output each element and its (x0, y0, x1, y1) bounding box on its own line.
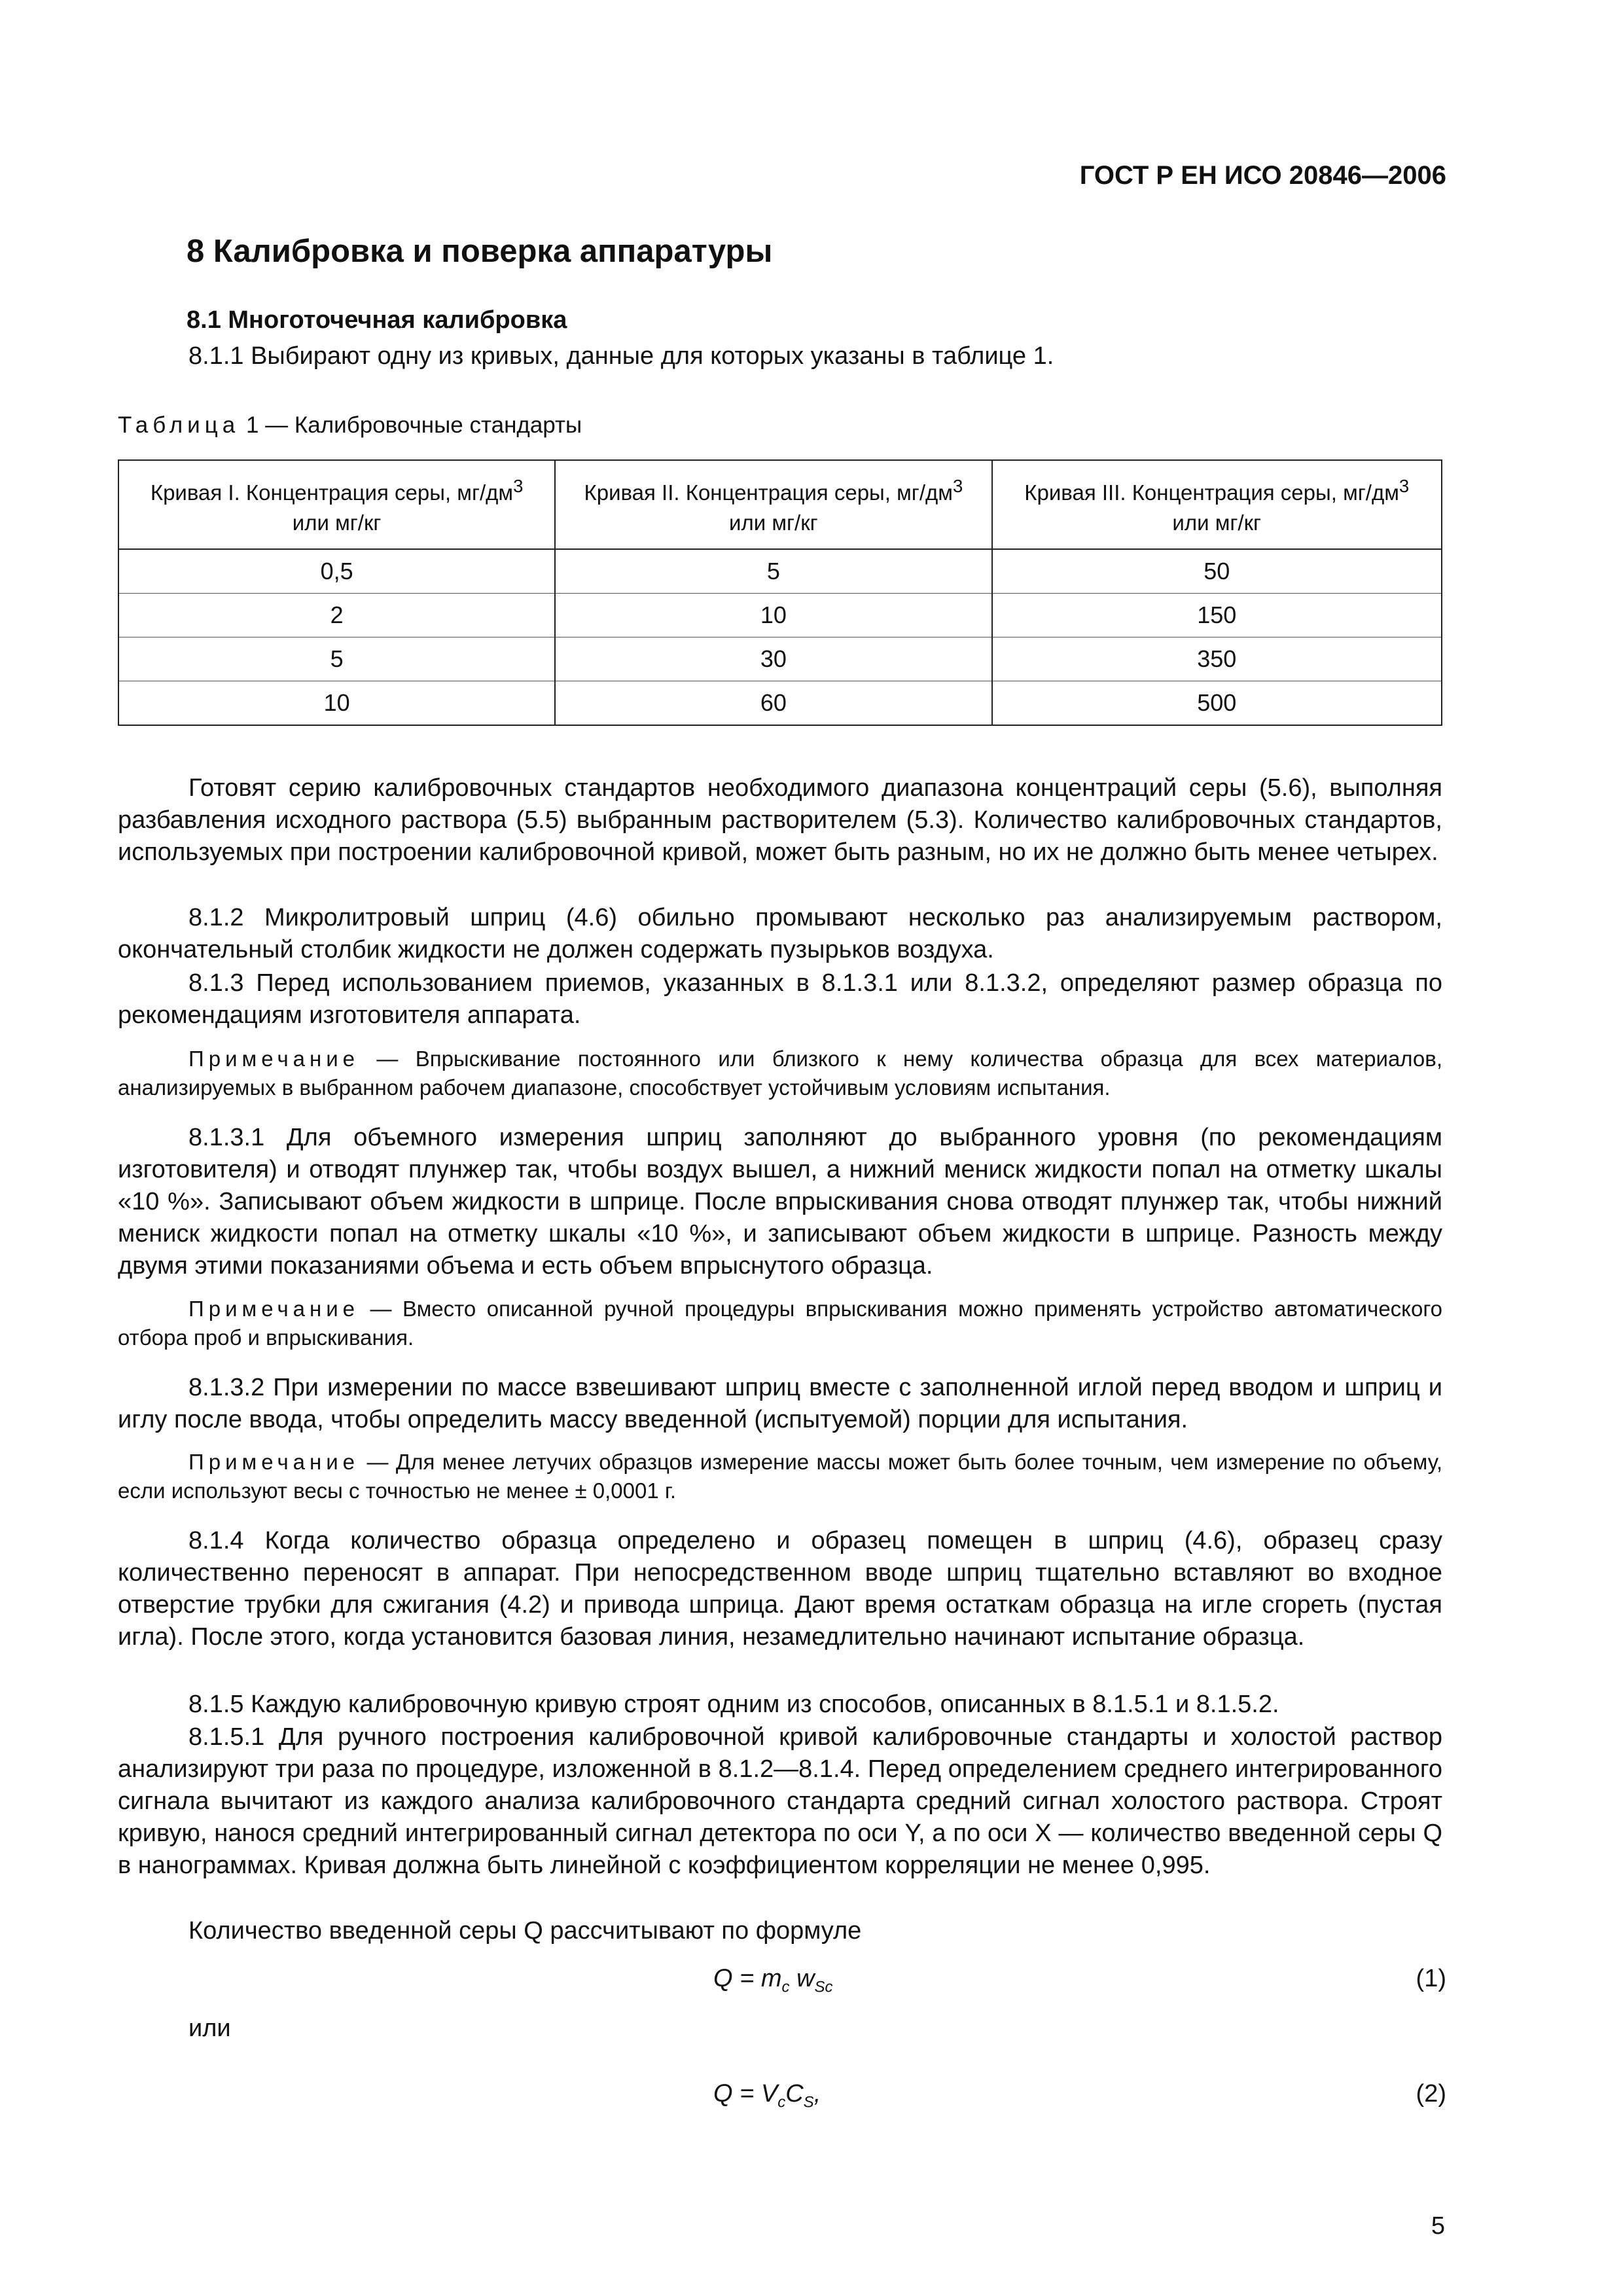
paragraph-8-1-3: 8.1.3 Перед использованием приемов, указанных в 8.1.3.1 или 8.1.3.2, определяют размер образца по рекомендациям изготовителя аппарата. (118, 969, 1442, 1029)
table-row (118, 594, 1442, 637)
table-cell: 10 (555, 594, 991, 637)
note-label: Примечание (188, 1297, 360, 1321)
formula-expression: $Q = m_c$ $w_{Sc}$ (713, 1965, 833, 1996)
formula-number: (1) (1416, 1965, 1446, 1992)
table-cell: 5 (555, 549, 991, 594)
paragraph-8-1-4: 8.1.4 Когда количество образца определено и образец помещен в шприц (4.6), образец сразу количественно переносят в аппарат. При непосредственном вводе шприц тщательно вставляют во входное отверстие трубки для сжигания (4.2) и привода шприца. Дают время остаткам образца на игле сгореть (пустая игла). После этого, когда установится базовая линия, незамедлительно начинают испытание образца. (118, 1527, 1442, 1651)
paragraph-8-1-1: 8.1.1 Выбирают одну из кривых, данные для которых указаны в таблице 1. (188, 342, 1054, 370)
table-cell: 2 (118, 594, 555, 637)
note-text: — Вместо описанной ручной процедуры впрыскивания можно применять устройство автоматического отбора проб и впрыскивания. (118, 1297, 1442, 1350)
paragraph-8-1-5: 8.1.5 Каждую калибровочную кривую строят одним из способов, описанных в 8.1.5.1 и 8.1.5.2. (188, 1691, 1279, 1718)
note-3 (118, 1448, 1442, 1505)
table-caption-text: 1 — Калибровочные стандарты (240, 412, 582, 438)
paragraph-8-1-5-1: 8.1.5.1 Для ручного построения калибровочной кривой калибровочные стандарты и холостой раствор анализируют три раза по процедуре, изложенной в 8.1.2—8.1.4. Перед определением среднего интегрированного сигнала вычитают из каждого анализа калибровочного стандарта средний сигнал холостого раствора. Строят кривую, нанося средний интегрированный сигнал детектора по оси Y, а по оси X — количество введенной серы Q в нанограммах. Кривая должна быть линейной с коэффициентом корреляции не менее 0,995. (118, 1723, 1442, 1879)
table-cell: 350 (992, 637, 1442, 681)
table-cell: 60 (555, 681, 991, 726)
table-header-cell: Кривая II. Концентрация серы, $мг/дм^3$ или мг/кг (555, 460, 991, 549)
connector-or: или (188, 2015, 231, 2042)
subsection-title: 8.1 Многоточечная калибровка (187, 306, 567, 334)
table-cell: 0,5 (118, 549, 555, 594)
note-text: — Впрыскивание постоянного или близкого к нему количества образца для всех материалов, анализируемых в выбранном рабочем диапазоне, способствует устойчивым условиям испытания. (118, 1047, 1442, 1100)
table-row (118, 681, 1442, 726)
section-title: 8 Калибровка и поверка аппаратуры (187, 234, 773, 269)
table-cell: 30 (555, 637, 991, 681)
table-cell: 150 (992, 594, 1442, 637)
table-cell: 5 (118, 637, 555, 681)
table-cell: 50 (992, 549, 1442, 594)
note-text: — Для менее летучих образцов измерение массы может быть более точным, чем измерение по объему, если используют весы с точностью не менее ± 0,0001 г. (118, 1450, 1442, 1503)
note-2 (118, 1295, 1442, 1352)
table-cell: 500 (992, 681, 1442, 726)
page-number: 5 (1431, 2212, 1445, 2240)
table-cell: 10 (118, 681, 555, 726)
table-row (118, 549, 1442, 594)
paragraph-8-1-2: 8.1.2 Микролитровый шприц (4.6) обильно промывают несколько раз анализируемым раствором, окончательный столбик жидкости не должен содержать пузырьков воздуха. (118, 904, 1442, 963)
table-caption (118, 412, 582, 439)
formula-expression: $Q = V_cC_S$, (713, 2080, 821, 2111)
calibration-standards-table (118, 459, 1442, 726)
paragraph-8-1-3-2: 8.1.3.2 При измерении по массе взвешивают шприц вместе с заполненной иглой перед вводом и шприц и иглу после ввода, чтобы определить массу введенной (испытуемой) порции для испытания. (118, 1374, 1442, 1433)
standard-designation: ГОСТ Р ЕН ИСО 20846—2006 (1079, 161, 1446, 190)
note-label: Примечание (188, 1047, 360, 1071)
formula-number: (2) (1416, 2080, 1446, 2108)
table-header-cell: Кривая I. Концентрация серы, $мг/дм^3$ или мг/кг (118, 460, 555, 549)
paragraph-formula-intro: Количество введенной серы Q рассчитывают по формуле (188, 1917, 862, 1945)
table-header-row (118, 460, 1442, 549)
table-caption-prefix: Таблица (118, 412, 240, 438)
paragraph-calibration-series: Готовят серию калибровочных стандартов необходимого диапазона концентраций серы (5.6), выполняя разбавления исходного раствора (5.5) выбранным растворителем (5.3). Количество калибровочных стандартов, используемых при построении калибровочной кривой, может быть разным, но их не должно быть менее четырех. (118, 774, 1442, 866)
note-label: Примечание (188, 1450, 360, 1474)
table-header-cell: Кривая III. Концентрация серы, $мг/дм^3$ или мг/кг (992, 460, 1442, 549)
note-1 (118, 1045, 1442, 1102)
table-row (118, 637, 1442, 681)
paragraph-8-1-3-1: 8.1.3.1 Для объемного измерения шприц заполняют до выбранного уровня (по рекомендациям изготовителя) и отводят плунжер так, чтобы воздух вышел, а нижний мениск жидкости попал на отметку шкалы «10 %». Записывают объем жидкости в шприце. После впрыскивания снова отводят плунжер так, чтобы нижний мениск жидкости попал на отметку шкалы «10 %», и записывают объем жидкости в шприце. Разность между двумя этими показаниями объема и есть объем впрыснутого образца. (118, 1124, 1442, 1280)
